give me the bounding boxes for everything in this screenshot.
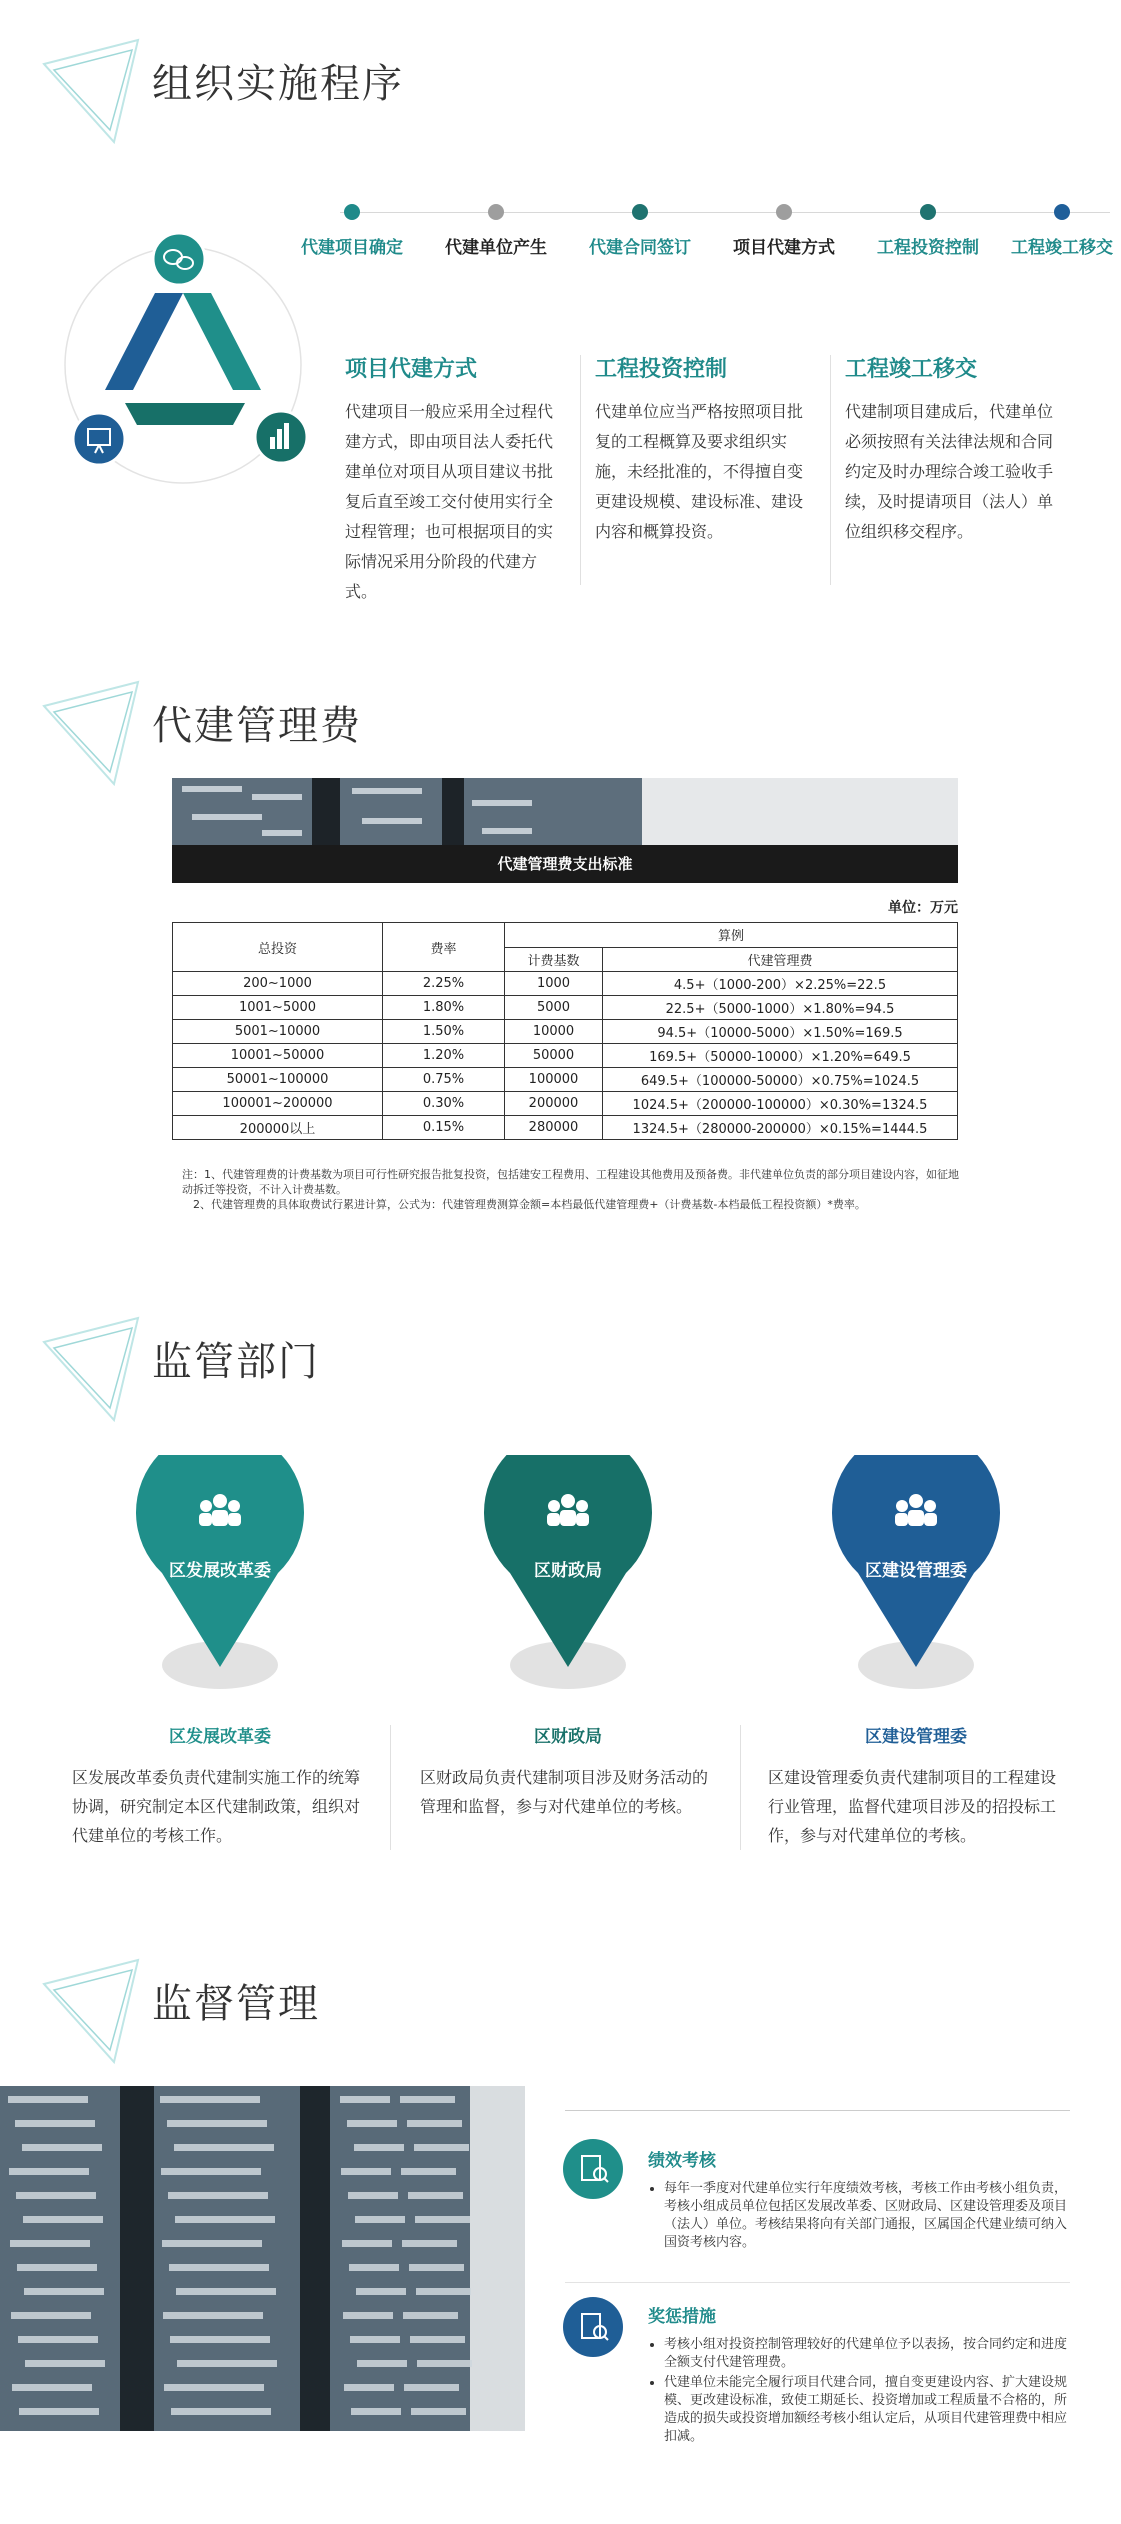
header-base: 计费基数 <box>505 947 603 972</box>
table-cell: 1001~5000 <box>173 996 383 1020</box>
divider <box>390 1725 391 1850</box>
divider <box>830 355 831 585</box>
dept-name: 区建设管理委 <box>865 1727 967 1747</box>
perf-review-icon <box>562 2138 624 2200</box>
table-cell: 94.5+（10000-5000）×1.50%=169.5 <box>603 1020 958 1044</box>
pin-label: 区建设管理委 <box>865 1561 967 1581</box>
table-cell: 10001~50000 <box>173 1044 383 1068</box>
info-col-mode <box>345 352 567 607</box>
timeline-label: 代建单位产生 <box>445 238 547 258</box>
timeline-dot <box>776 204 792 220</box>
section-header-depts <box>40 1308 540 1428</box>
info-col-handover <box>845 352 1067 547</box>
timeline-label: 项目代建方式 <box>733 238 835 258</box>
table-cell: 1.80% <box>383 996 505 1020</box>
header-fee: 代建管理费 <box>603 947 958 972</box>
table-cell: 649.5+（100000-50000）×0.75%=1024.5 <box>603 1068 958 1092</box>
table-cell: 1.50% <box>383 1020 505 1044</box>
table-row <box>173 1068 958 1092</box>
table-row <box>173 1044 958 1068</box>
table-row <box>173 1092 958 1116</box>
timeline-line <box>340 212 1110 213</box>
dept-desc: 区财政局负责代建制项目涉及财务活动的管理和监督，参与对代建单位的考核。 <box>420 1768 709 1816</box>
timeline-dot <box>1054 204 1070 220</box>
table-cell: 169.5+（50000-10000）×1.20%=649.5 <box>603 1044 958 1068</box>
unit-label: 单位：万元 <box>888 900 958 916</box>
dept-name: 区发展改革委 <box>169 1727 271 1747</box>
table-cell: 200~1000 <box>173 972 383 996</box>
triangle-decor-icon <box>40 1308 150 1428</box>
info-text: 代建单位应当严格按照项目批复的工程概算及要求组织实施，未经批准的，不得擅自变更建设规模、建设标准、建设内容和概算投资。 <box>595 402 804 541</box>
section-title: 监管部门 <box>152 1339 320 1385</box>
section-title: 组织实施程序 <box>152 61 404 107</box>
table-cell: 50000 <box>505 1044 603 1068</box>
reward-title: 奖惩措施 <box>648 2307 716 2327</box>
section-header-procedure <box>40 30 540 150</box>
timeline-dot <box>488 204 504 220</box>
pin-label: 区发展改革委 <box>169 1561 271 1581</box>
divider <box>580 355 581 585</box>
table-cell: 280000 <box>505 1116 603 1140</box>
info-title: 项目代建方式 <box>345 357 478 382</box>
table-cell: 1.20% <box>383 1044 505 1068</box>
fee-table <box>172 922 958 1140</box>
fee-banner-title: 代建管理费支出标准 <box>172 845 958 883</box>
timeline-dot <box>632 204 648 220</box>
table-cell: 1000 <box>505 972 603 996</box>
dept-desc: 区建设管理委负责代建制项目的工程建设行业管理，监督代建项目涉及的招投标工作，参与对代建单位的考核。 <box>768 1768 1057 1845</box>
section-header-fee <box>40 672 540 792</box>
table-row <box>173 1116 958 1140</box>
table-cell: 200000 <box>505 1092 603 1116</box>
dept-desc: 区发展改革委负责代建制实施工作的统筹协调，研究制定本区代建制政策，组织对代建单位的考核工作。 <box>72 1768 361 1845</box>
table-cell: 22.5+（5000-1000）×1.80%=94.5 <box>603 996 958 1020</box>
table-cell: 0.75% <box>383 1068 505 1092</box>
perf-title: 绩效考核 <box>648 2151 716 2171</box>
triangle-decor-icon <box>40 672 150 792</box>
info-title: 工程竣工移交 <box>845 357 978 382</box>
divider <box>740 1725 741 1850</box>
timeline-dot <box>344 204 360 220</box>
header-rate: 费率 <box>383 923 505 972</box>
table-row <box>173 1020 958 1044</box>
table-cell: 2.25% <box>383 972 505 996</box>
timeline-label: 工程投资控制 <box>877 238 979 258</box>
note-1: 注：1、代建管理费的计费基数为项目可行性研究报告批复投资，包括建安工程费用、工程建设其他费用及预备费。非代建单位负责的部分项目建设内容，如征地动拆迁等投资，不计入计费基数。 <box>182 1168 959 1196</box>
section-header-supervision <box>40 1950 540 2070</box>
table-cell: 100001~200000 <box>173 1092 383 1116</box>
table-cell: 1024.5+（200000-100000）×0.30%=1324.5 <box>603 1092 958 1116</box>
info-col-investment <box>595 352 817 547</box>
table-cell: 0.15% <box>383 1116 505 1140</box>
building-photo <box>0 2086 525 2431</box>
table-cell: 10000 <box>505 1020 603 1044</box>
info-text: 代建项目一般应采用全过程代建方式，即由项目法人委托代建单位对项目从项目建议书批复后直至竣工交付使用实行全过程管理；也可根据项目的实际情况采用分阶段的代建方式。 <box>345 402 554 601</box>
dept-name: 区财政局 <box>534 1727 602 1747</box>
timeline-label: 工程竣工移交 <box>1011 238 1113 258</box>
header-total: 总投资 <box>173 923 383 972</box>
table-cell: 5000 <box>505 996 603 1020</box>
table-cell: 0.30% <box>383 1092 505 1116</box>
table-cell: 50001~100000 <box>173 1068 383 1092</box>
table-cell: 200000以上 <box>173 1116 383 1140</box>
divider <box>565 2110 1070 2111</box>
timeline-label: 代建合同签订 <box>589 238 691 258</box>
list-item: • 代建单位未能完全履行项目代建合同，擅自变更建设内容、扩大建设规模、更改建设标准，致使工期延长、投资增加或工程质量不合格的，所造成的损失或投资增加额经考核小组认定后，从项目代建管理费中相应扣减。 <box>664 2374 1074 2446</box>
table-cell: 1324.5+（280000-200000）×0.15%=1444.5 <box>603 1116 958 1140</box>
divider <box>565 2282 1070 2283</box>
table-cell: 5001~10000 <box>173 1020 383 1044</box>
table-row <box>173 972 958 996</box>
info-text: 代建制项目建成后，代建单位必须按照有关法律法规和合同约定及时办理综合竣工验收手续，及时提请项目（法人）单位组织移交程序。 <box>845 402 1054 541</box>
table-row <box>173 996 958 1020</box>
triangle-decor-icon <box>40 1950 150 2070</box>
timeline-dot <box>920 204 936 220</box>
section-title: 代建管理费 <box>152 703 362 749</box>
section-title: 监督管理 <box>152 1981 320 2027</box>
perf-list <box>648 2180 1074 2254</box>
timeline-label: 代建项目确定 <box>301 238 403 258</box>
table-cell: 4.5+（1000-200）×2.25%=22.5 <box>603 972 958 996</box>
triangle-decor-icon <box>40 30 150 150</box>
reward-icon <box>562 2296 624 2358</box>
cycle-diagram <box>55 225 315 485</box>
list-item: • 每年一季度对代建单位实行年度绩效考核，考核工作由考核小组负责，考核小组成员单位包括区发展改革委、区财政局、区建设管理委及项目（法人）单位。考核结果将向有关部门通报，区属国企代建业绩可纳入国资考核内容。 <box>664 2180 1074 2252</box>
reward-list <box>648 2336 1074 2448</box>
fee-notes <box>182 1167 962 1212</box>
list-item: • 考核小组对投资控制管理较好的代建单位予以表扬，按合同约定和进度全额支付代建管理费。 <box>664 2336 1074 2372</box>
header-example: 算例 <box>505 923 958 948</box>
info-title: 工程投资控制 <box>595 357 728 382</box>
note-2: 2、代建管理费的具体取费试行累进计算，公式为：代建管理费测算金额=本档最低代建管理费+（计费基数-本档最低工程投资额）*费率。 <box>193 1198 866 1211</box>
table-cell: 100000 <box>505 1068 603 1092</box>
pin-label: 区财政局 <box>534 1561 602 1581</box>
